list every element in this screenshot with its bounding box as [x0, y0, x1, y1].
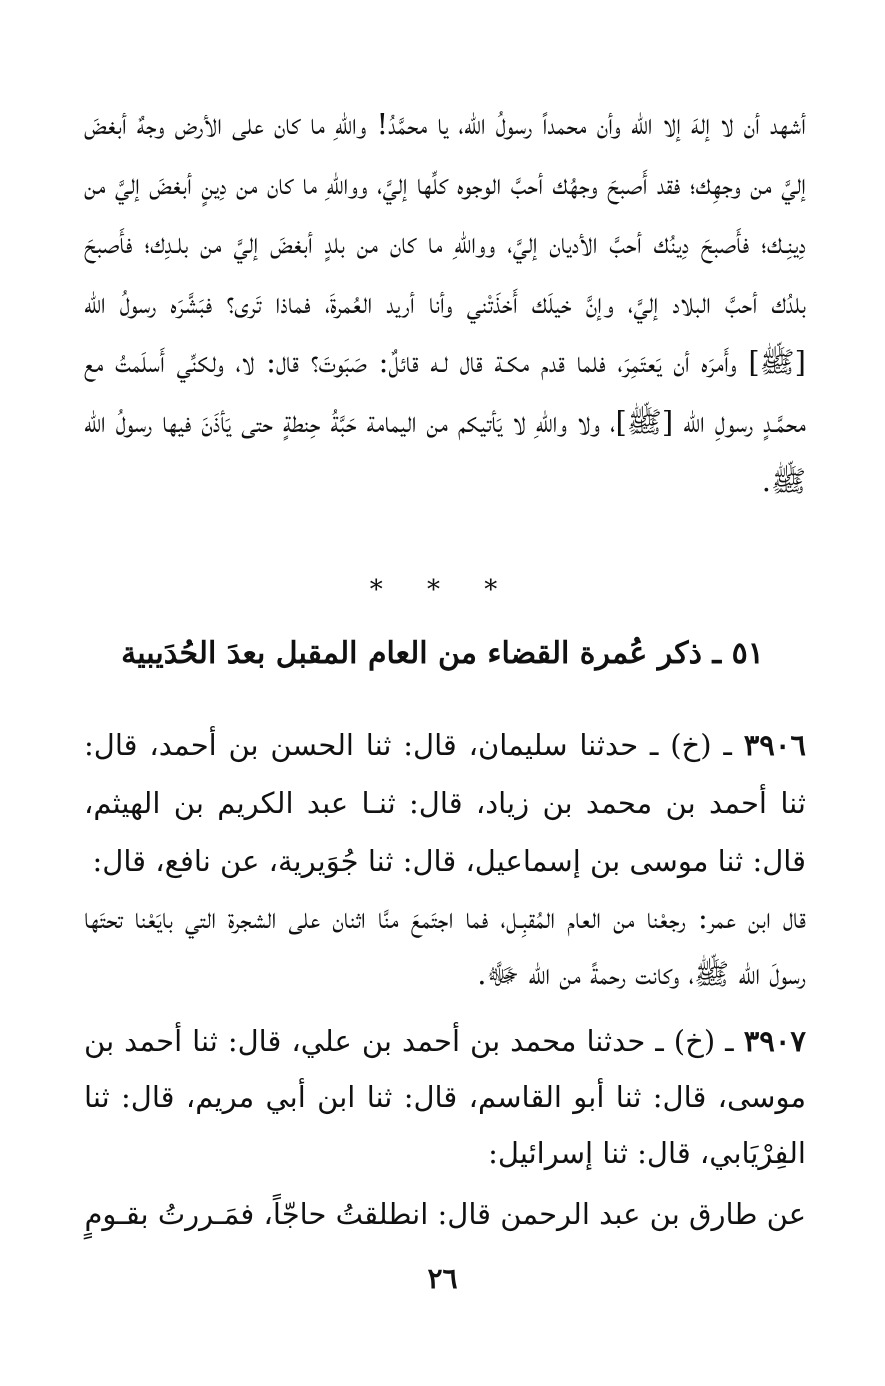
hadith-3906-isnad	[84, 716, 806, 890]
section-heading: ٥١ ـ ذكر عُمرة القضاء من العام المقبل بعدَ الحُدَيبية	[121, 636, 764, 671]
hadith-3906-number: ٣٩٠٦	[743, 728, 807, 762]
hadith-3906-isnad-text: ـ (خ) ـ حدثنا سليمان، قال: ثنا الحسن بن أحمد، قال: ثنا أحمد بن محمد بن زياد، قال: ثنـا عبد الكريم بن الهيثم، قال: ثنا موسى بن إسماعيل، قال: ثنا جُوَيرية، عن نافع، قال:	[84, 728, 806, 878]
hadith-3907-text: عن طارق بن عبد الرحمن قال: انطلقتُ حاجّاً، فمَـررتُ بقـومٍ	[84, 1197, 806, 1231]
hadith-3906-text: قال ابن عمر: رجعْنا من العام المُقبِـل، فما اجتَمعَ منَّا اثنان على الشجرة التي بايَعْنا تحتَها رسولَ الله ﷺ، وكانت رحمةً من الله ﷻ.	[84, 901, 806, 991]
section-separator: * * *	[369, 575, 516, 605]
page-number: ٢٦	[427, 1262, 458, 1295]
hadith-3907-isnad	[84, 1013, 806, 1181]
intro-paragraph: أشهد أن لا إلهَ إلا الله وأن محمداً رسولُ الله، يا محمَّدُ! واللهِ ما كان على الأرض وجهٌ أبغضَ إليَّ من وجهِك؛ فقد أَصبحَ وجهُك أحبَّ الوجوه كلِّها إليَّ، وواللهِ ما كان من دِينٍ أبغضَ إليَّ من دِينِـك؛ فأَصبحَ دِينُك أحبَّ الأديان إليَّ، وواللهِ ما كان من بلدٍ أبغضَ إليَّ من بلـدِك؛ فأَصبحَ بلدُك أحبَّ البلاد إليَّ، وإنَّ خيلَك أَخذَتْني وأنا أريد العُمرةَ، فماذا تَرى؟ فبَشَّرَه رسولُ الله [ﷺ] وأَمرَه أن يَعتَمِرَ، فلما قدم مكـة قال لـه قائلٌ: صَبَوتَ؟ قال: لا، ولكنِّي أَسلَمتُ مع محمَّـدٍ رسولِ الله [ﷺ]، ولا واللهِ لا يَأتيكم من اليمامة حَبَّةُ حِنطةٍ حتى يَأذَنَ فيها رسولُ الله ﷺ.	[84, 107, 806, 498]
hadith-3907-isnad-text: ـ (خ) ـ حدثنا محمد بن أحمد بن علي، قال: ثنا أحمد بن موسى، قال: ثنا أبو القاسم، قال: ثنا ابن أبي مريم، قال: ثنا الفِرْيَابي، قال: ثنا إسرائيل:	[84, 1024, 806, 1170]
hadith-3907-number: ٣٩٠٧	[743, 1024, 807, 1058]
